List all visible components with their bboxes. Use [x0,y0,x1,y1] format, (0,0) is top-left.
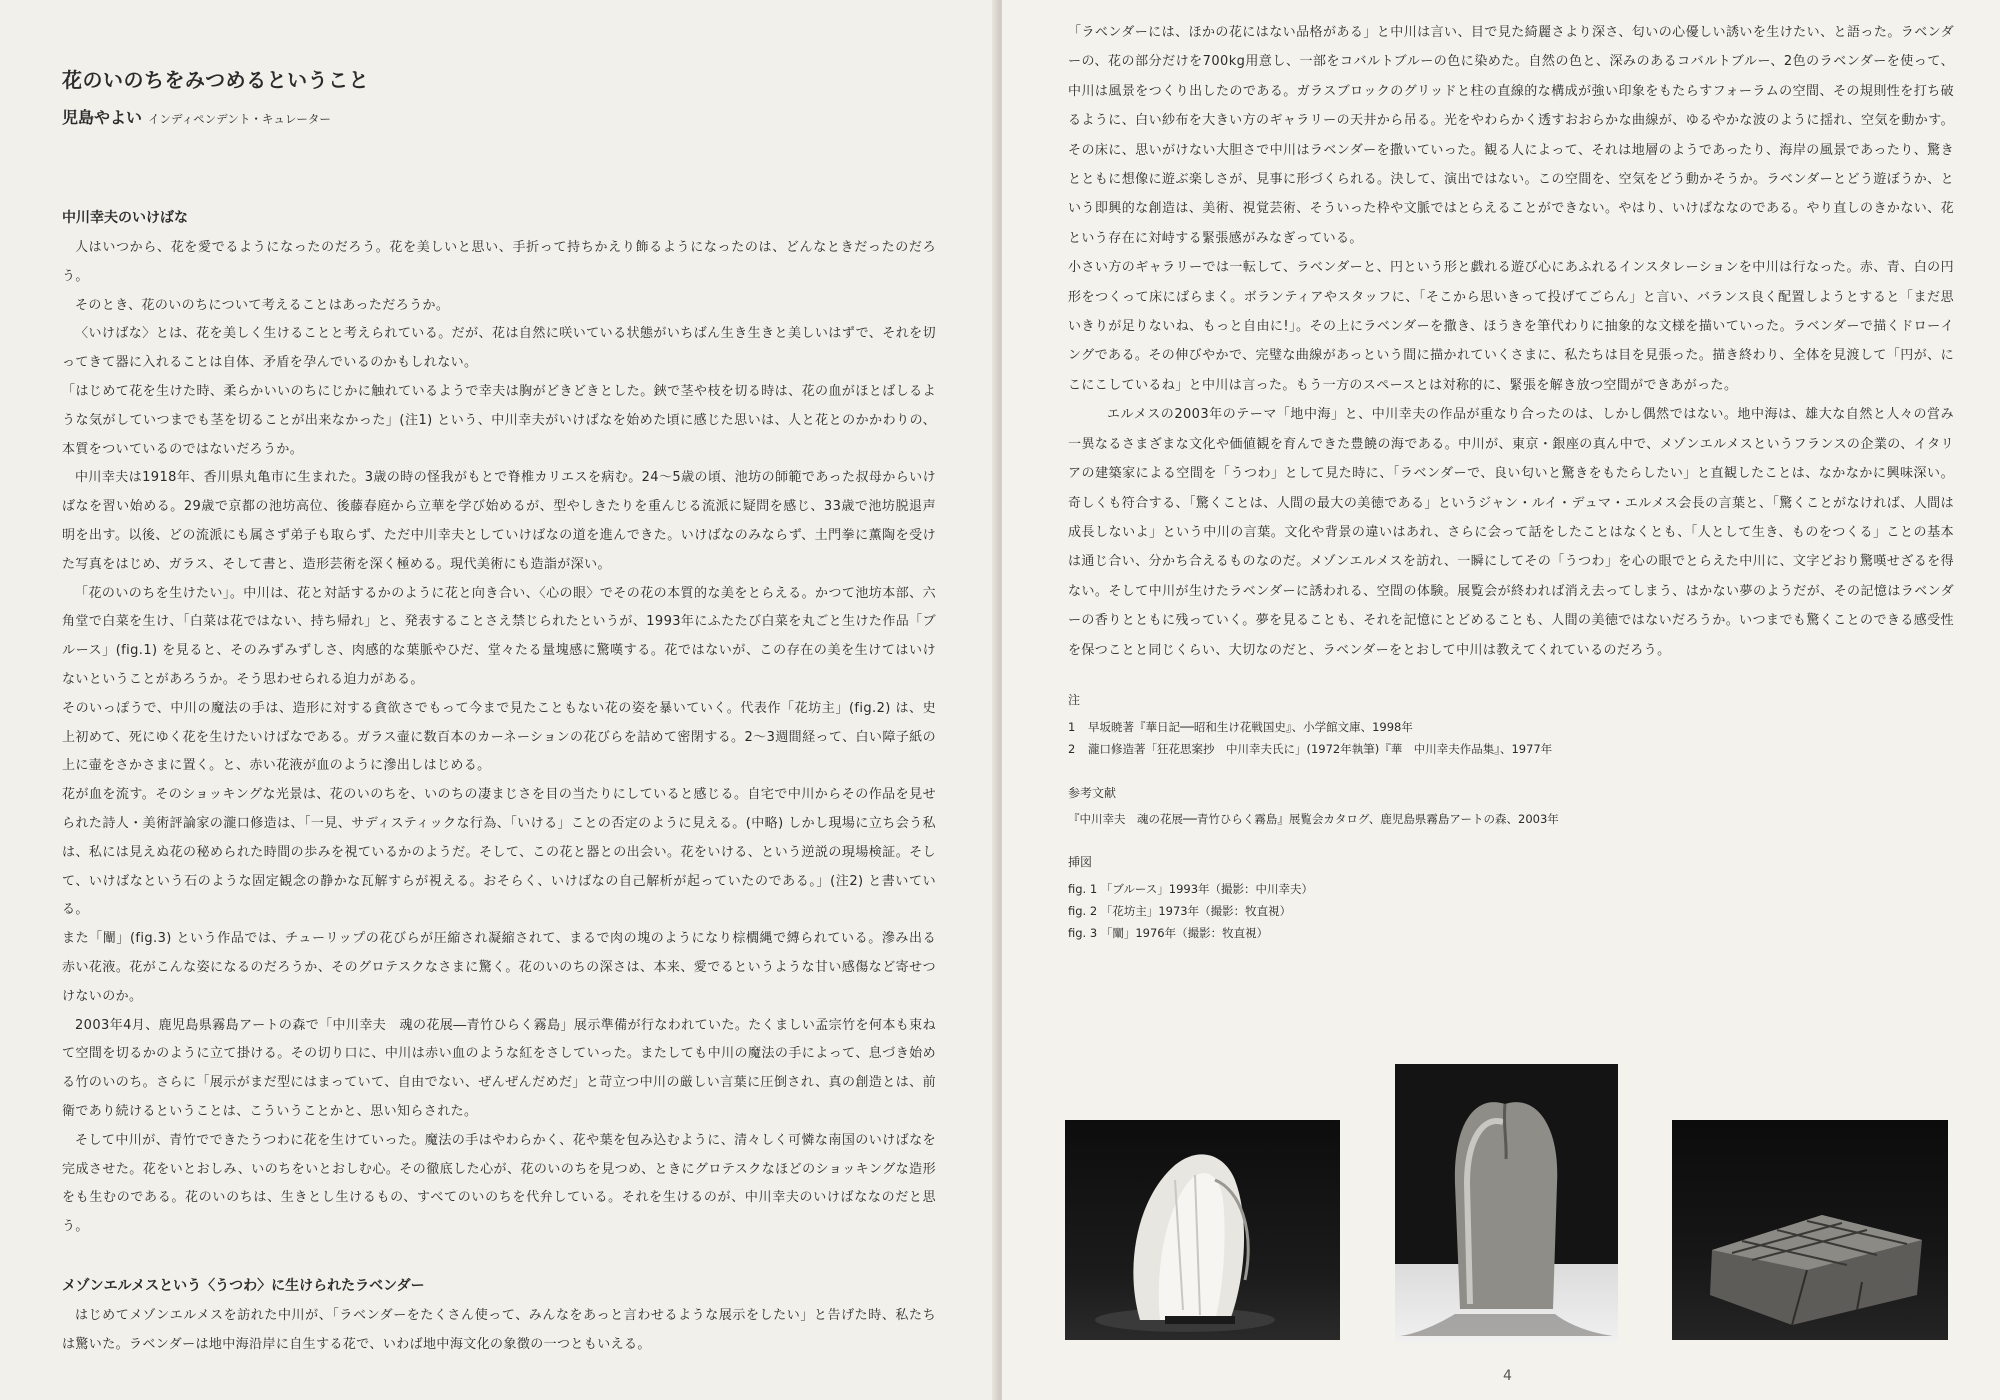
paragraph: 中川幸夫は1918年、香川県丸亀市に生まれた。3歳の時の怪我がもとで脊椎カリエスを病む。24〜5歳の頃、池坊の師範であった叔母からいけばなを習い始める。29歳で京都の池坊高位、後藤春庭から立華を学び始めるが、型やしきたりを重んじる流派に疑問を感じ、33歳で池坊脱退声明を出す。以後、どの流派にも属さず弟子も取らず、ただ中川幸夫としていけばなの道を進んできた。いけばなのみならず、土門拳に薫陶を受けた写真をはじめ、ガラス、そして書と、造形芸術を深く極める。現代美術にも造詣が深い。 [62,470,936,572]
paragraph: 人はいつから、花を愛でるようになったのだろう。花を美しいと思い、手折って持ちかえり飾るようになったのは、どんなときだったのだろう。 [62,240,936,284]
paragraph: 〈いけばな〉とは、花を美しく生けることと考えられている。だが、花は自然に咲いている状態がいちばん生き生きと美しいはずで、それを切ってきて器に入れることは自体、矛盾を孕んでいるのかもしれない。 [62,326,936,371]
figures-title: 挿図 [1068,854,1093,869]
note-item: 2 瀧口修造著「狂花思案抄 中川幸夫氏に」(1972年執筆)『華 中川幸夫作品集』、1977年 [1068,741,1553,756]
author-line [62,105,936,128]
block-image [1672,1120,1948,1340]
left-page [0,0,998,1400]
figure-3-photo [1672,1120,1948,1340]
figure-2-photo [1395,1064,1618,1342]
right-page [1002,0,2000,1400]
paragraph: はじめてメゾンエルメスを訪れた中川が、「ラベンダーをたくさん使って、みんなをあっと言わせるような展示をしたい」と告げた時、私たちは驚いた。ラベンダーは地中海沿岸に自生する花で、いわば地中海文化の象徴の一つともいえる。 [62,1307,936,1352]
paragraph: 花が血を流す。そのショッキングな光景は、花のいのちを、いのちの凄まじさを目の当たりにしていると感じる。自宅で中川からその作品を見せられた詩人・美術評論家の瀧口修造は、「一見、サディスティックな行為、「いける」ことの否定のように見える。(中略) しかし現場に立ち会う私は、私には見えぬ花の秘められた時間の歩みを視ているかのようだ。そして、この花と器との出会い。花をいける、という逆説の現場検証。そして、いけばなという石のような固定観念の静かな瓦解すらが視える。おそらく、いけばなの自己解析が起っていたのである。」(注2) と書いている。 [62,787,936,918]
paragraph: そのいっぽうで、中川の魔法の手は、造形に対する貪欲さでもって今まで見たこともない花の姿を暴いていく。代表作「花坊主」(fig.2) は、史上初めて、死にゆく花を生けたいけばなである。ガラス壷に数百本のカーネーションの花びらを詰めて密閉する。2〜3週間経って、白い障子紙の上に壷をさかさまに置く。と、赤い花液が血のように滲出しはじめる。 [62,700,936,774]
section-heading-lavender: メゾンエルメスという〈うつわ〉に生けられたラベンダー [62,1277,425,1294]
paragraph: そのとき、花のいのちについて考えることはあっただろうか。 [75,297,450,313]
section-heading-ikebana: 中川幸夫のいけばな [62,210,188,226]
references-title: 参考文献 [1068,785,1117,800]
author-name: 児島やよい [62,108,143,127]
paragraph: 「ラベンダーには、ほかの花にはない品格がある」と中川は言い、目で見た綺麗さより深さ、匂いの心優しい誘いを生けたい、と語った。ラベンダーの、花の部分だけを700kg用意し、一部をコバルトブルーの色に染めた。自然の色と、深みのあるコバルトブルー、2色のラベンダーを使って、中川は風景をつくり出したのである。ガラスブロックのグリッドと柱の直線的な構成が強い印象をもたらすフォーラムの空間、その規則性を打ち破るように、白い紗布を大きい方のギャラリーの天井から吊る。光をやわらかく透すおおらかな曲線が、ゆるやかな波のように揺れ、空気を動かす。その床に、思いがけない大胆さで中川はラベンダーを撒いていった。観る人によって、それは地層のようであったり、海岸の風景であったり、驚きとともに想像に遊ぶ楽しさが、見事に形づくられる。決して、演出ではない。この空間を、空気をどう動かそうか。ラベンダーとどう遊ぼうか、という即興的な創造は、美術、視覚芸術、そういった枠や文脈ではとらえることができない。やはり、いけばななのである。やり直しのきかない、花という存在に対峙する緊張感がみなぎっている。 [1068,25,1954,246]
page-number: 4 [1503,1368,1512,1384]
figure-caption: fig. 1 「ブルース」1993年（撮影：中川幸夫） [1068,881,1314,896]
paragraph: 「花のいのちを生けたい」。中川は、花と対話するかのように花と向き合い、〈心の眼〉でその花の本質的な美をとらえる。かつて池坊本部、六角堂で白菜を生け、「白菜は花ではない、持ち帰れ」と、発表することさえ禁じられたというが、1993年にふたたび白菜を丸ごと生けた作品「ブルース」(fig.1) を見ると、そのみずみずしさ、肉感的な葉脈やひだ、堂々たる量塊感に驚嘆する。花ではないが、この存在の美を生けてはいけないということがあろうか。そう思わせられる迫力がある。 [62,585,936,687]
figure-caption: fig. 3 「闡」1976年（撮影：牧直視） [1068,925,1269,940]
figure-1-photo [1065,1120,1340,1340]
author-role: インディペンデント・キュレーター [148,112,331,126]
paragraph: そして中川が、青竹でできたうつわに花を生けていった。魔法の手はやわらかく、花や葉を包み込むように、清々しく可憐な南国のいけばなを完成させた。花をいとおしみ、いのちをいとおしむ心。その徹底した心が、花のいのちを見つめ、ときにグロテスクなほどのショッキングな造形をも生むのである。花のいのちは、生きとし生けるもの、すべてのいのちを代弁している。それを生けるのが、中川幸夫のいけばななのだと思う。 [62,1132,936,1235]
notes-title: 注 [1068,692,1081,707]
paragraph: 2003年4月、鹿児島県霧島アートの森で「中川幸夫 魂の花展―青竹ひらく霧島」展示準備が行なわれていた。たくましい孟宗竹を何本も束ねて空間を切るかのように立て掛ける。その切り口に、中川は赤い血のような紅をさしていった。またしても中川の魔法の手によって、息づき始める竹のいのち。さらに「展示がまだ型にはまっていて、自由でない、ぜんぜんだめだ」と苛立つ中川の厳しい言葉に圧倒され、真の創造とは、前衛であり続けるということは、こういうことかと、思い知らされた。 [62,1017,936,1119]
paragraph: 小さい方のギャラリーでは一転して、ラベンダーと、円という形と戯れる遊び心にあふれるインスタレーションを中川は行なった。赤、青、白の円形をつくって床にばらまく。ボランティアやスタッフに、「そこから思いきって投げてごらん」と言い、バランス良く配置しようとすると「まだ思いきりが足りないね、もっと自由に!」。その上にラベンダーを撒き、ほうきを筆代わりに抽象的な文様を描いていった。ラベンダーで描くドローイングである。その伸びやかで、完璧な曲線があっという間に描かれていくさまに、私たちは目を見張った。描き終わり、全体を見渡して「円が、にこにこしているね」と中川は言った。もう一方のスペースとは対称的に、緊張を解き放つ空間ができあがった。 [1068,260,1954,393]
article-title: 花のいのちをみつめるということ [62,68,370,92]
paragraph: 「はじめて花を生けた時、柔らかいいのちにじかに触れているようで幸夫は胸がどきどきとした。鋏で茎や枝を切る時は、花の血がほとばしるような気がしていつまでも茎を切ることが出来なかった」(注1) という、中川幸夫がいけばなを始めた頃に感じた思いは、人と花とのかかわりの、本質をついているのではないだろうか。 [62,383,936,457]
paragraph: また「闡」(fig.3) という作品では、チューリップの花びらが圧縮され凝縮されて、まるで肉の塊のようになり棕櫚縄で縛られている。滲み出る赤い花液。花がこんな姿になるのだろうか、そのグロテスクなさまに驚く。花のいのちの深さは、本来、愛でるというような甘い感傷など寄せつけないのか。 [62,931,936,1004]
note-item: 1 早坂暁著『華日記──昭和生け花戦国史』、小学館文庫、1998年 [1068,719,1413,734]
cabbage-image [1065,1120,1340,1340]
reference-item: 『中川幸夫 魂の花展──青竹ひらく霧島』展覧会カタログ、鹿児島県霧島アートの森、2003年 [1068,811,1559,826]
jar-image [1395,1064,1618,1342]
figure-caption: fig. 2 「花坊主」1973年（撮影：牧直視） [1068,903,1292,918]
paragraph: エルメスの2003年のテーマ「地中海」と、中川幸夫の作品が重なり合ったのは、しかし偶然ではない。地中海は、雄大な自然と人々の営み一異なるさまざまな文化や価値観を育んできた豊饒の海である。中川が、東京・銀座の真ん中で、メゾンエルメスというフランスの企業の、イタリアの建築家による空間を「うつわ」として見た時に、「ラベンダーで、良い匂いと驚きをもたらしたい」と直観したことは、なかなかに興味深い。奇しくも符合する、「驚くことは、人間の最大の美徳である」というジャン・ルイ・デュマ・エルメス会長の言葉と、「驚くことがなければ、人間は成長しないよ」という中川の言葉。文化や背景の違いはあれ、さらに会って話をしたことはなくとも、「人として生き、ものをつくる」ことの基本は通じ合い、分かち合えるものなのだ。メゾンエルメスを訪れ、一瞬にしてその「うつわ」を心の眼でとらえた中川に、文字どおり驚嘆せざるを得ない。そして中川が生けたラベンダーに誘われる、空間の体験。展覧会が終われば消え去ってしまう、はかない夢のようだが、その記憶はラベンダーの香りとともに残っていく。夢を見ることも、それを記憶にとどめることも、人間の美徳ではないだろうか。いつまでも驚くことのできる感受性を保つことと同じくらい、大切なのだと、ラベンダーをとおして中川は教えてくれているのだろう。 [1068,407,1954,658]
